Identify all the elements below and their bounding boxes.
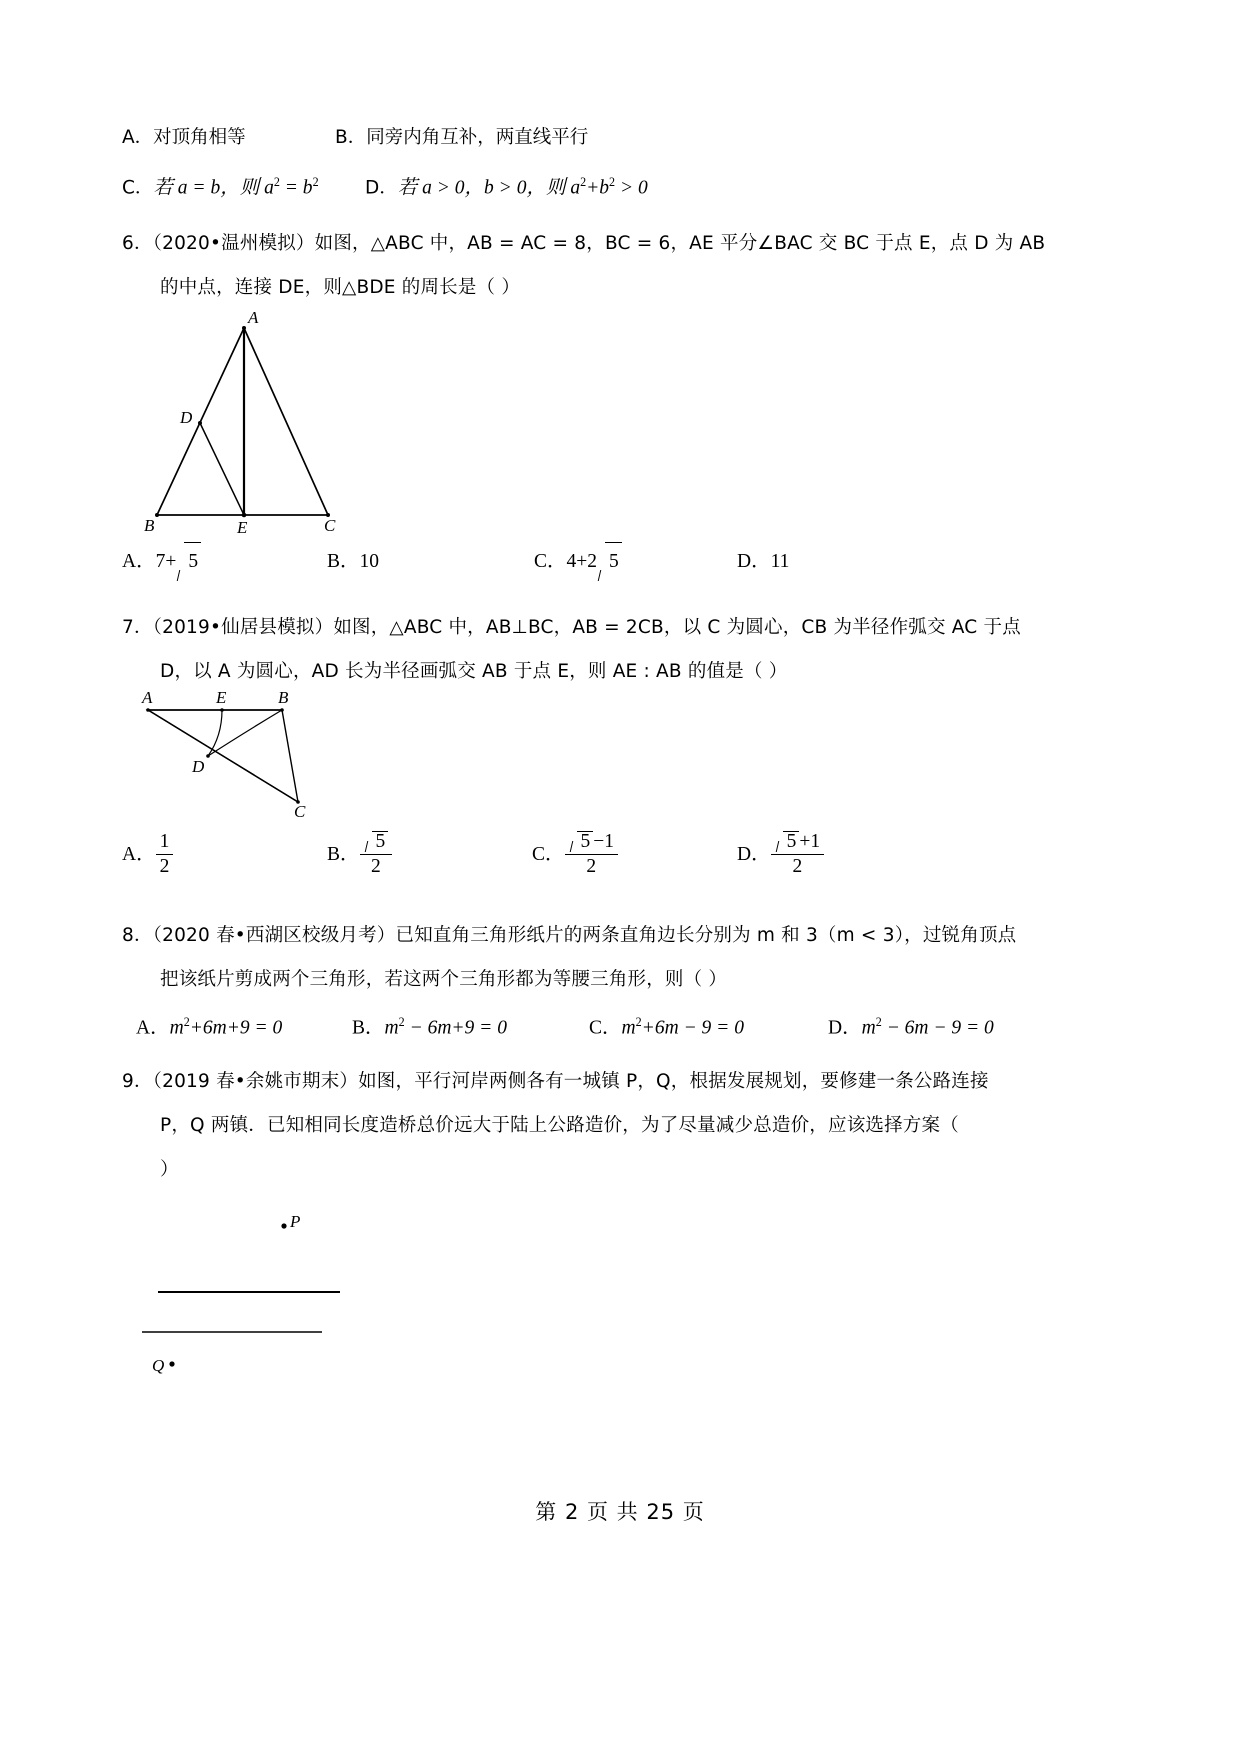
- q6-option-c-radicand: 5: [609, 551, 619, 572]
- q8-text-1: 已知直角三角形纸片的两条直角边长分别为 m 和 3（m < 3），过锐角顶点: [395, 925, 1017, 946]
- q5-option-d-exp2: 2: [609, 175, 616, 189]
- page-content: [122, 118, 1122, 1384]
- q7-text-2: D，以 A 为圆心，AD 长为半径画弧交 AB 于点 E，则 AE : AB 的值是（ ）: [160, 661, 788, 682]
- q7-option-d-label: D．: [737, 843, 771, 865]
- q8-option-b-var: m: [384, 1017, 399, 1039]
- q6-option-c-pre: 4+2: [566, 551, 598, 572]
- q8-source: （2020 春•西湖区校级月考）: [152, 925, 396, 946]
- q8-number: 8．: [122, 925, 153, 946]
- question-6: [122, 222, 1122, 592]
- q7-option-c-numerator-tail: −1: [593, 831, 615, 852]
- q8-option-d-label: D．: [828, 1017, 862, 1039]
- q9-source: （2019 春•余姚市期末）: [152, 1071, 359, 1092]
- q6-option-a-radicand: 5: [188, 551, 199, 572]
- q6-figure: [132, 310, 1122, 560]
- q6-option-a-pre: 7+: [155, 551, 177, 572]
- question-9: [122, 1060, 1122, 1384]
- q5-option-d-tail: > 0: [615, 177, 648, 199]
- q9-text-1: 如图，平行河岸两侧各有一城镇 P，Q，根据发展规划，要修建一条公路连接: [358, 1071, 989, 1092]
- q7-label-a: A: [142, 688, 153, 707]
- q9-stem-line-1: [122, 1060, 1122, 1104]
- q8-option-c-exp: 2: [635, 1015, 642, 1029]
- q5-option-b-label: B．: [335, 127, 367, 148]
- q6-label-e: E: [237, 518, 248, 537]
- q9-figure-svg: [132, 1204, 472, 1384]
- q6-stem-line-1: [122, 222, 1122, 266]
- page-number-text: 第 2 页 共 25 页: [535, 1500, 705, 1524]
- q6-source: （2020•温州模拟）: [152, 233, 315, 254]
- q7-option-b-denominator: 2: [360, 854, 393, 878]
- q7-option-c-denominator: 2: [565, 854, 619, 878]
- q7-option-b-radicand: 5: [375, 831, 386, 852]
- q8-option-d[interactable]: [828, 1002, 994, 1049]
- q7-option-d-denominator: 2: [771, 854, 825, 878]
- q7-option-c-fraction: [565, 831, 619, 878]
- q6-text-1: 如图，△ABC 中，AB = AC = 8，BC = 6，AE 平分∠BAC 交 BC 于点 E，点 D 为 AB: [314, 233, 1046, 254]
- q6-option-a[interactable]: [122, 542, 201, 582]
- q5-option-row-1: [122, 118, 1122, 162]
- q7-label-c: C: [294, 802, 306, 821]
- q8-option-c-var: m: [621, 1017, 636, 1039]
- q8-option-c-label: C．: [589, 1017, 622, 1039]
- q5-option-c-label: C．: [122, 177, 154, 199]
- q6-option-d[interactable]: [737, 542, 789, 582]
- q7-option-a[interactable]: [122, 832, 173, 879]
- q6-label-d: D: [180, 408, 193, 427]
- q7-option-c-numerator: [565, 831, 619, 854]
- q5-option-b[interactable]: [335, 118, 588, 158]
- q7-stem-line-2: [122, 650, 1122, 694]
- q5-option-d-text: 若 a > 0，b > 0，则 a: [397, 177, 581, 199]
- q7-options: [122, 826, 1122, 900]
- q6-option-c-label: C．: [534, 551, 567, 572]
- q5-option-b-text: 同旁内角互补，两直线平行: [366, 127, 589, 148]
- q7-option-c[interactable]: [532, 832, 618, 879]
- q8-option-b-exp: 2: [398, 1015, 405, 1029]
- q9-stem-line-2: [122, 1104, 1122, 1148]
- page-footer: [0, 1496, 1240, 1526]
- q8-option-d-var: m: [861, 1017, 876, 1039]
- q9-label-q: Q: [152, 1356, 165, 1375]
- q6-figure-svg: [132, 310, 462, 560]
- q6-option-c-sqrt: [597, 542, 622, 582]
- q6-options: [122, 542, 1122, 592]
- q8-option-a-exp: 2: [183, 1015, 190, 1029]
- q8-stem-line-2: [122, 958, 1122, 1002]
- q7-option-d-fraction: [771, 831, 825, 878]
- q7-option-a-numerator: 1: [159, 831, 170, 852]
- q6-option-b-text: 10: [359, 551, 380, 572]
- q6-option-b[interactable]: [327, 542, 379, 582]
- question-5-options: [122, 118, 1122, 210]
- q5-option-a-label: A．: [122, 127, 154, 148]
- q5-option-a[interactable]: [122, 118, 246, 158]
- question-8: [122, 914, 1122, 1048]
- q7-option-c-radicand: 5: [580, 831, 591, 852]
- q5-option-c-mid: = b: [279, 177, 313, 199]
- q5-option-d[interactable]: [365, 162, 648, 209]
- q8-options: [122, 1002, 1122, 1048]
- q6-option-b-label: B．: [327, 551, 360, 572]
- q6-label-c: C: [324, 516, 336, 535]
- q7-option-d-numerator-tail: +1: [799, 831, 821, 852]
- q8-option-a-var: m: [169, 1017, 184, 1039]
- q9-number: 9．: [122, 1071, 153, 1092]
- q9-text-2: P，Q 两镇．已知相同长度造桥总价远大于陆上公路造价，为了尽量减少总造价，应该选择方案（: [160, 1115, 959, 1136]
- q7-option-a-fraction: [156, 831, 174, 878]
- q6-option-a-label: A．: [122, 551, 156, 572]
- q8-option-a[interactable]: [136, 1002, 282, 1049]
- q9-text-3: ）: [160, 1159, 179, 1180]
- q7-option-d-numerator: [771, 831, 825, 854]
- q6-text-2: 的中点，连接 DE，则△BDE 的周长是（ ）: [160, 277, 521, 298]
- q5-option-d-mid: +b: [586, 177, 610, 199]
- q7-option-d[interactable]: [737, 832, 824, 879]
- q7-option-a-denominator: 2: [156, 854, 174, 878]
- q5-option-c-text: 若 a = b，则 a: [153, 177, 274, 199]
- q9-stem-line-3: [122, 1148, 1122, 1192]
- q5-option-d-exp1: 2: [580, 175, 587, 189]
- q5-option-row-2: [122, 162, 1122, 210]
- q8-option-a-label: A．: [136, 1017, 170, 1039]
- q8-option-b-tail: − 6m+9 = 0: [404, 1017, 507, 1039]
- question-7: [122, 606, 1122, 900]
- q6-number: 6．: [122, 233, 153, 254]
- q7-text-1: 如图，△ABC 中，AB⊥BC，AB = 2CB，以 C 为圆心，CB 为半径作弧交 AC 于点: [333, 617, 1021, 638]
- q9-figure: [132, 1204, 1122, 1384]
- q9-label-p: P: [290, 1212, 301, 1231]
- q8-text-2: 把该纸片剪成两个三角形，若这两个三角形都为等腰三角形，则（ ）: [160, 969, 728, 990]
- q8-option-a-tail: +6m+9 = 0: [189, 1017, 283, 1039]
- q7-figure: [130, 688, 1122, 834]
- q7-label-d: D: [192, 757, 205, 776]
- q8-option-c-tail: +6m − 9 = 0: [641, 1017, 744, 1039]
- q7-option-c-label: C．: [532, 843, 565, 865]
- q6-option-a-sqrt: [176, 542, 201, 582]
- q6-option-c[interactable]: [534, 542, 622, 582]
- q7-label-e: E: [216, 688, 227, 707]
- q7-option-d-radicand: 5: [786, 831, 797, 852]
- q8-stem-line-1: [122, 914, 1122, 958]
- q6-stem-line-2: [122, 266, 1122, 310]
- q8-option-d-tail: − 6m − 9 = 0: [881, 1017, 994, 1039]
- q8-option-c[interactable]: [589, 1002, 744, 1049]
- q5-option-c[interactable]: [122, 162, 319, 209]
- q7-label-b: B: [278, 688, 289, 707]
- q8-option-d-exp: 2: [875, 1015, 882, 1029]
- q8-option-b[interactable]: [352, 1002, 507, 1049]
- q7-option-a-label: A．: [122, 843, 156, 865]
- q7-option-b-fraction: [360, 831, 393, 878]
- q7-option-b[interactable]: [327, 832, 392, 879]
- q5-option-c-exp1: 2: [273, 175, 280, 189]
- q6-label-a: A: [248, 308, 259, 327]
- q5-option-d-label: D．: [365, 177, 398, 199]
- q6-option-d-label: D．: [737, 551, 771, 572]
- q8-option-b-label: B．: [352, 1017, 385, 1039]
- q7-option-b-numerator: [360, 831, 393, 854]
- q7-stem-line-1: [122, 606, 1122, 650]
- q6-label-b: B: [144, 516, 155, 535]
- q5-option-c-exp2: 2: [312, 175, 319, 189]
- q7-figure-svg: [130, 694, 450, 834]
- q6-option-d-text: 11: [770, 551, 790, 572]
- q7-source: （2019•仙居县模拟）: [152, 617, 334, 638]
- q7-number: 7．: [122, 617, 153, 638]
- q5-option-a-text: 对顶角相等: [153, 127, 246, 148]
- q7-option-b-label: B．: [327, 843, 360, 865]
